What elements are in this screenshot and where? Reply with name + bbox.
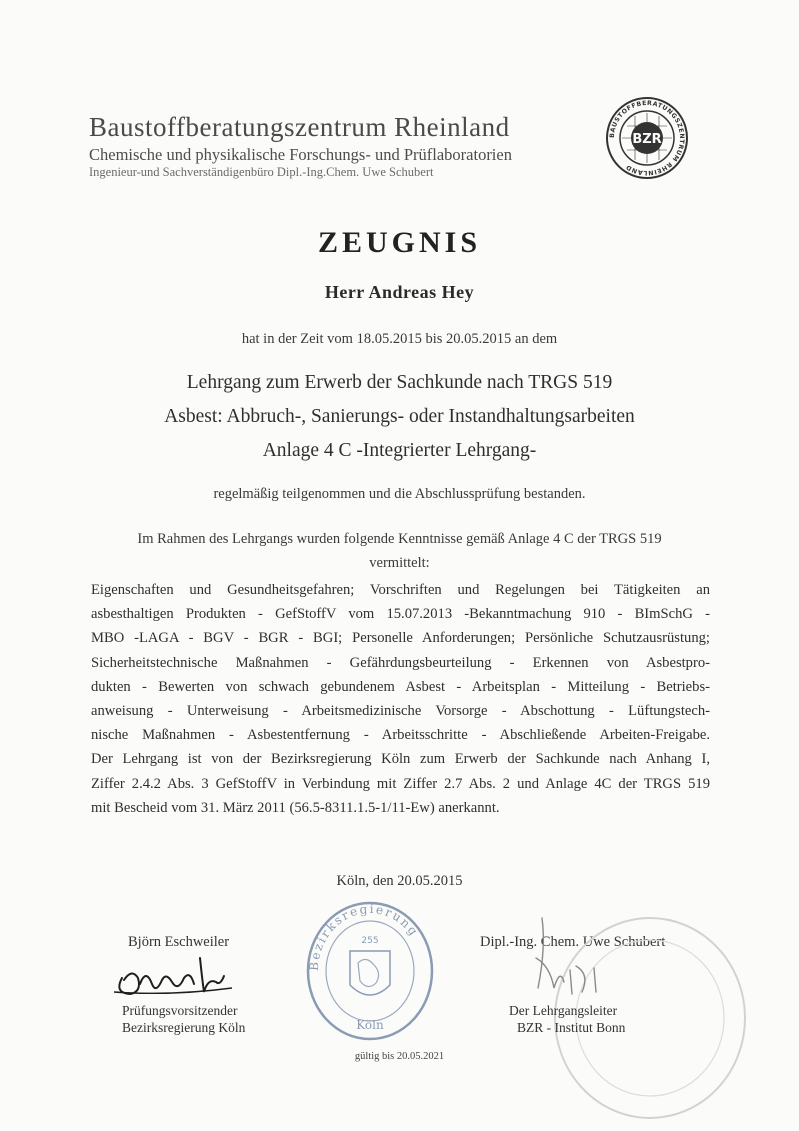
svg-text:Bezirksregierung: Bezirksregierung [306, 901, 422, 972]
course-title-line1: Lehrgang zum Erwerb der Sachkunde nach TRGS 519 [186, 372, 613, 393]
course-period: hat in der Zeit vom 18.05.2015 bis 20.05.2015 an dem [241, 331, 558, 347]
left-handwritten-signature [112, 948, 242, 1003]
body-line: MBO -LAGA - BGV - BGR - BGI; Personelle Anforderungen; Persönliche Schutzausrüstung; [91, 630, 710, 647]
institute-subline: Ingenieur-und Sachverständigenbüro Dipl.-Ing.Chem. Uwe Schubert [89, 165, 434, 179]
official-stamp [300, 893, 440, 1043]
body-line: Eigenschaften und Gesundheitsgefahren; Vorschriften und Regelungen bei Tätigkeiten an [91, 582, 710, 598]
left-signatory-role: Prüfungsvorsitzender [122, 1003, 238, 1018]
body-line: dukten - Bewerten von schwach gebundenem Asbest - Arbeitsplan - Mitteilung - Betriebs- [91, 678, 710, 695]
seal-letters: BZR [632, 132, 662, 147]
body-line: anweisung - Unterweisung - Arbeitsmedizinische Vorsorge - Abschottung - Lüftungstech- [91, 703, 710, 720]
right-signatory-name: Dipl.-Ing. Chem. Uwe Schubert [480, 934, 666, 950]
certificate-title: ZEUGNIS [317, 226, 482, 259]
stamp-number: 255 [361, 936, 379, 946]
bzr-seal-logo [605, 96, 689, 180]
course-title-line3: Anlage 4 C -Integrierter Lehrgang- [262, 440, 537, 461]
institute-subtitle: Chemische und physikalische Forschungs- und Prüflaboratorien [89, 145, 512, 164]
left-signatory-organization: Bezirksregierung Köln [122, 1020, 246, 1035]
stamp-city: Köln [356, 1018, 384, 1032]
body-line: nische Maßnahmen - Asbestentfernung - Arbeitsschritte - Abschließende Arbeiten-Freigabe. [91, 727, 710, 744]
body-line: asbesthaltigen Produkten - GefStoffV vom 15.07.2013 -Bekanntmachung 910 - BImSchG - [91, 606, 710, 623]
left-signatory-name: Björn Eschweiler [128, 934, 230, 950]
body-line: Der Lehrgang ist von der Bezirksregierung Köln zum Erwerb der Sachkunde nach Anhang I, [91, 751, 710, 768]
knowledge-body [91, 578, 710, 820]
knowledge-intro-line1: Im Rahmen des Lehrgangs wurden folgende Kenntnisse gemäß Anlage 4 C der TRGS 519 [137, 531, 662, 547]
place-date: Köln, den 20.05.2015 [336, 873, 463, 889]
body-line: Ziffer 2.4.2 Abs. 3 GefStoffV in Verbindung mit Ziffer 2.7 Abs. 2 und Anlage 4C der TRGS 519 [91, 775, 710, 792]
institute-name: Baustoffberatungszentrum Rheinland [89, 112, 510, 142]
knowledge-intro-line2: vermittelt: [369, 555, 430, 571]
recipient-name: Herr Andreas Hey [324, 282, 475, 302]
body-line: mit Bescheid vom 31. März 2011 (56.5-8311.1.5-1/11-Ew) anerkannt. [91, 799, 500, 816]
right-signatory-role: Der Lehrgangsleiter [509, 1003, 618, 1018]
course-title-line2: Asbest: Abbruch-, Sanierungs- oder Instandhaltungsarbeiten [164, 406, 635, 427]
svg-text:BAUSTOFFBERATUNGSZENTRUM RHEIN: BAUSTOFFBERATUNGSZENTRUM RHEINLAND [608, 99, 686, 177]
body-line: Sicherheitstechnische Maßnahmen - Gefährdungsbeurteilung - Erkennen von Asbestpro- [91, 654, 710, 671]
right-signatory-organization: BZR - Institut Bonn [517, 1020, 626, 1035]
result-statement: regelmäßig teilgenommen und die Abschlussprüfung bestanden. [213, 486, 586, 502]
validity-date: gültig bis 20.05.2021 [354, 1051, 445, 1062]
